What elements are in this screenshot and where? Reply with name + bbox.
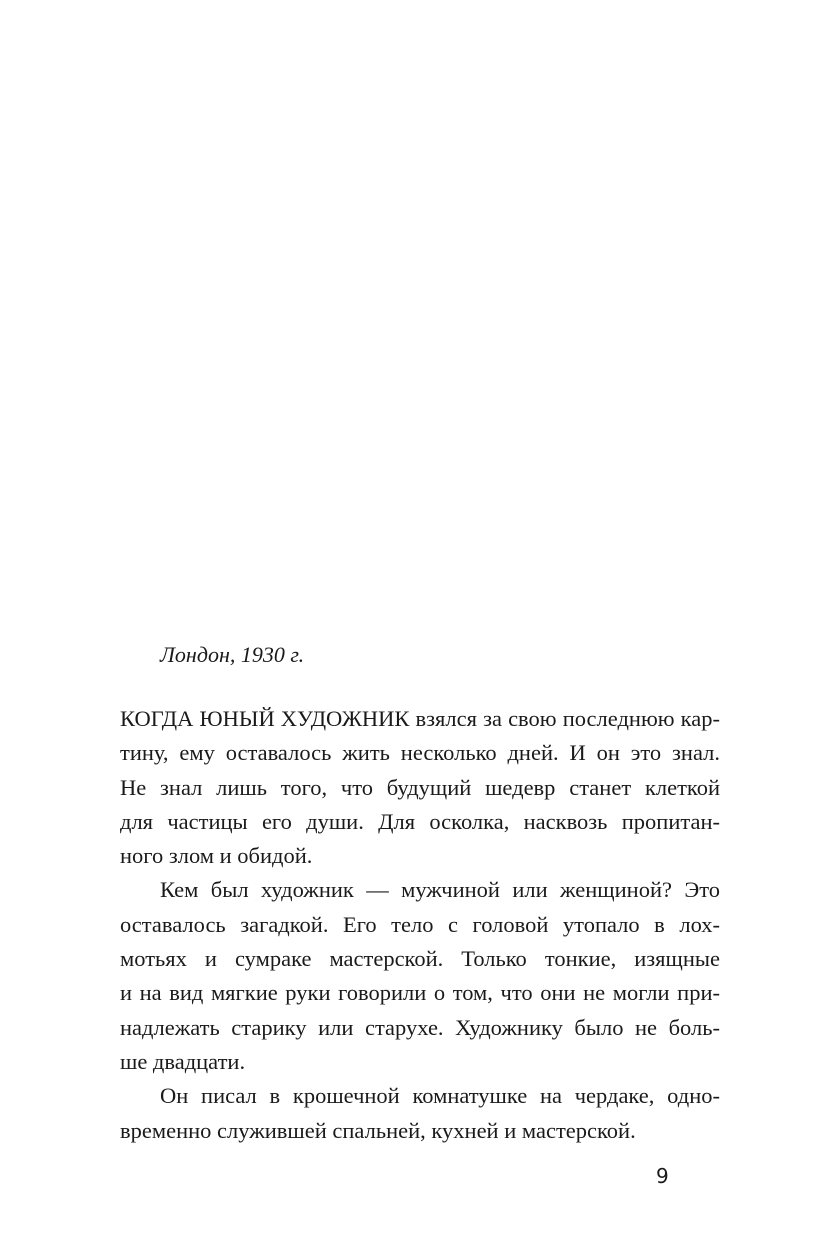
- text-line: оставалось загадкой. Его тело с головой утопало в лох-: [120, 911, 720, 937]
- text-line: ше двадцати.: [120, 1048, 246, 1074]
- text-line: временно служившей спальней, кухней и мастерской.: [120, 1117, 636, 1143]
- body-text: [120, 702, 720, 1148]
- text-line: Кем был художник — мужчиной или женщиной? Это: [160, 877, 720, 903]
- paragraph-2: [120, 873, 720, 1079]
- page-number: 9: [656, 1164, 669, 1188]
- text-line: для частицы его души. Для осколка, насквозь пропитан-: [120, 808, 720, 834]
- text-line: КОГДА ЮНЫЙ ХУДОЖНИК взялся за свою последнюю кар-: [120, 706, 720, 731]
- text-line: Он писал в крошечной комнатушке на чердаке, одно-: [160, 1083, 720, 1109]
- text-line: мотьях и сумраке мастерской. Только тонкие, изящные: [120, 946, 720, 972]
- text-line: и на вид мягкие руки говорили о том, что они не могли при-: [120, 980, 720, 1006]
- text-line: надлежать старику или старухе. Художнику было не боль-: [120, 1014, 720, 1040]
- text-line: Не знал лишь того, что будущий шедевр станет клеткой: [120, 774, 720, 800]
- text-line: тину, ему оставалось жить несколько дней. И он это знал.: [120, 740, 720, 766]
- paragraph-3: [120, 1079, 720, 1148]
- text-line: ного злом и обидой.: [120, 843, 313, 869]
- paragraph-1: [120, 702, 720, 873]
- place-date-epigraph: Лондон, 1930 г.: [160, 642, 305, 667]
